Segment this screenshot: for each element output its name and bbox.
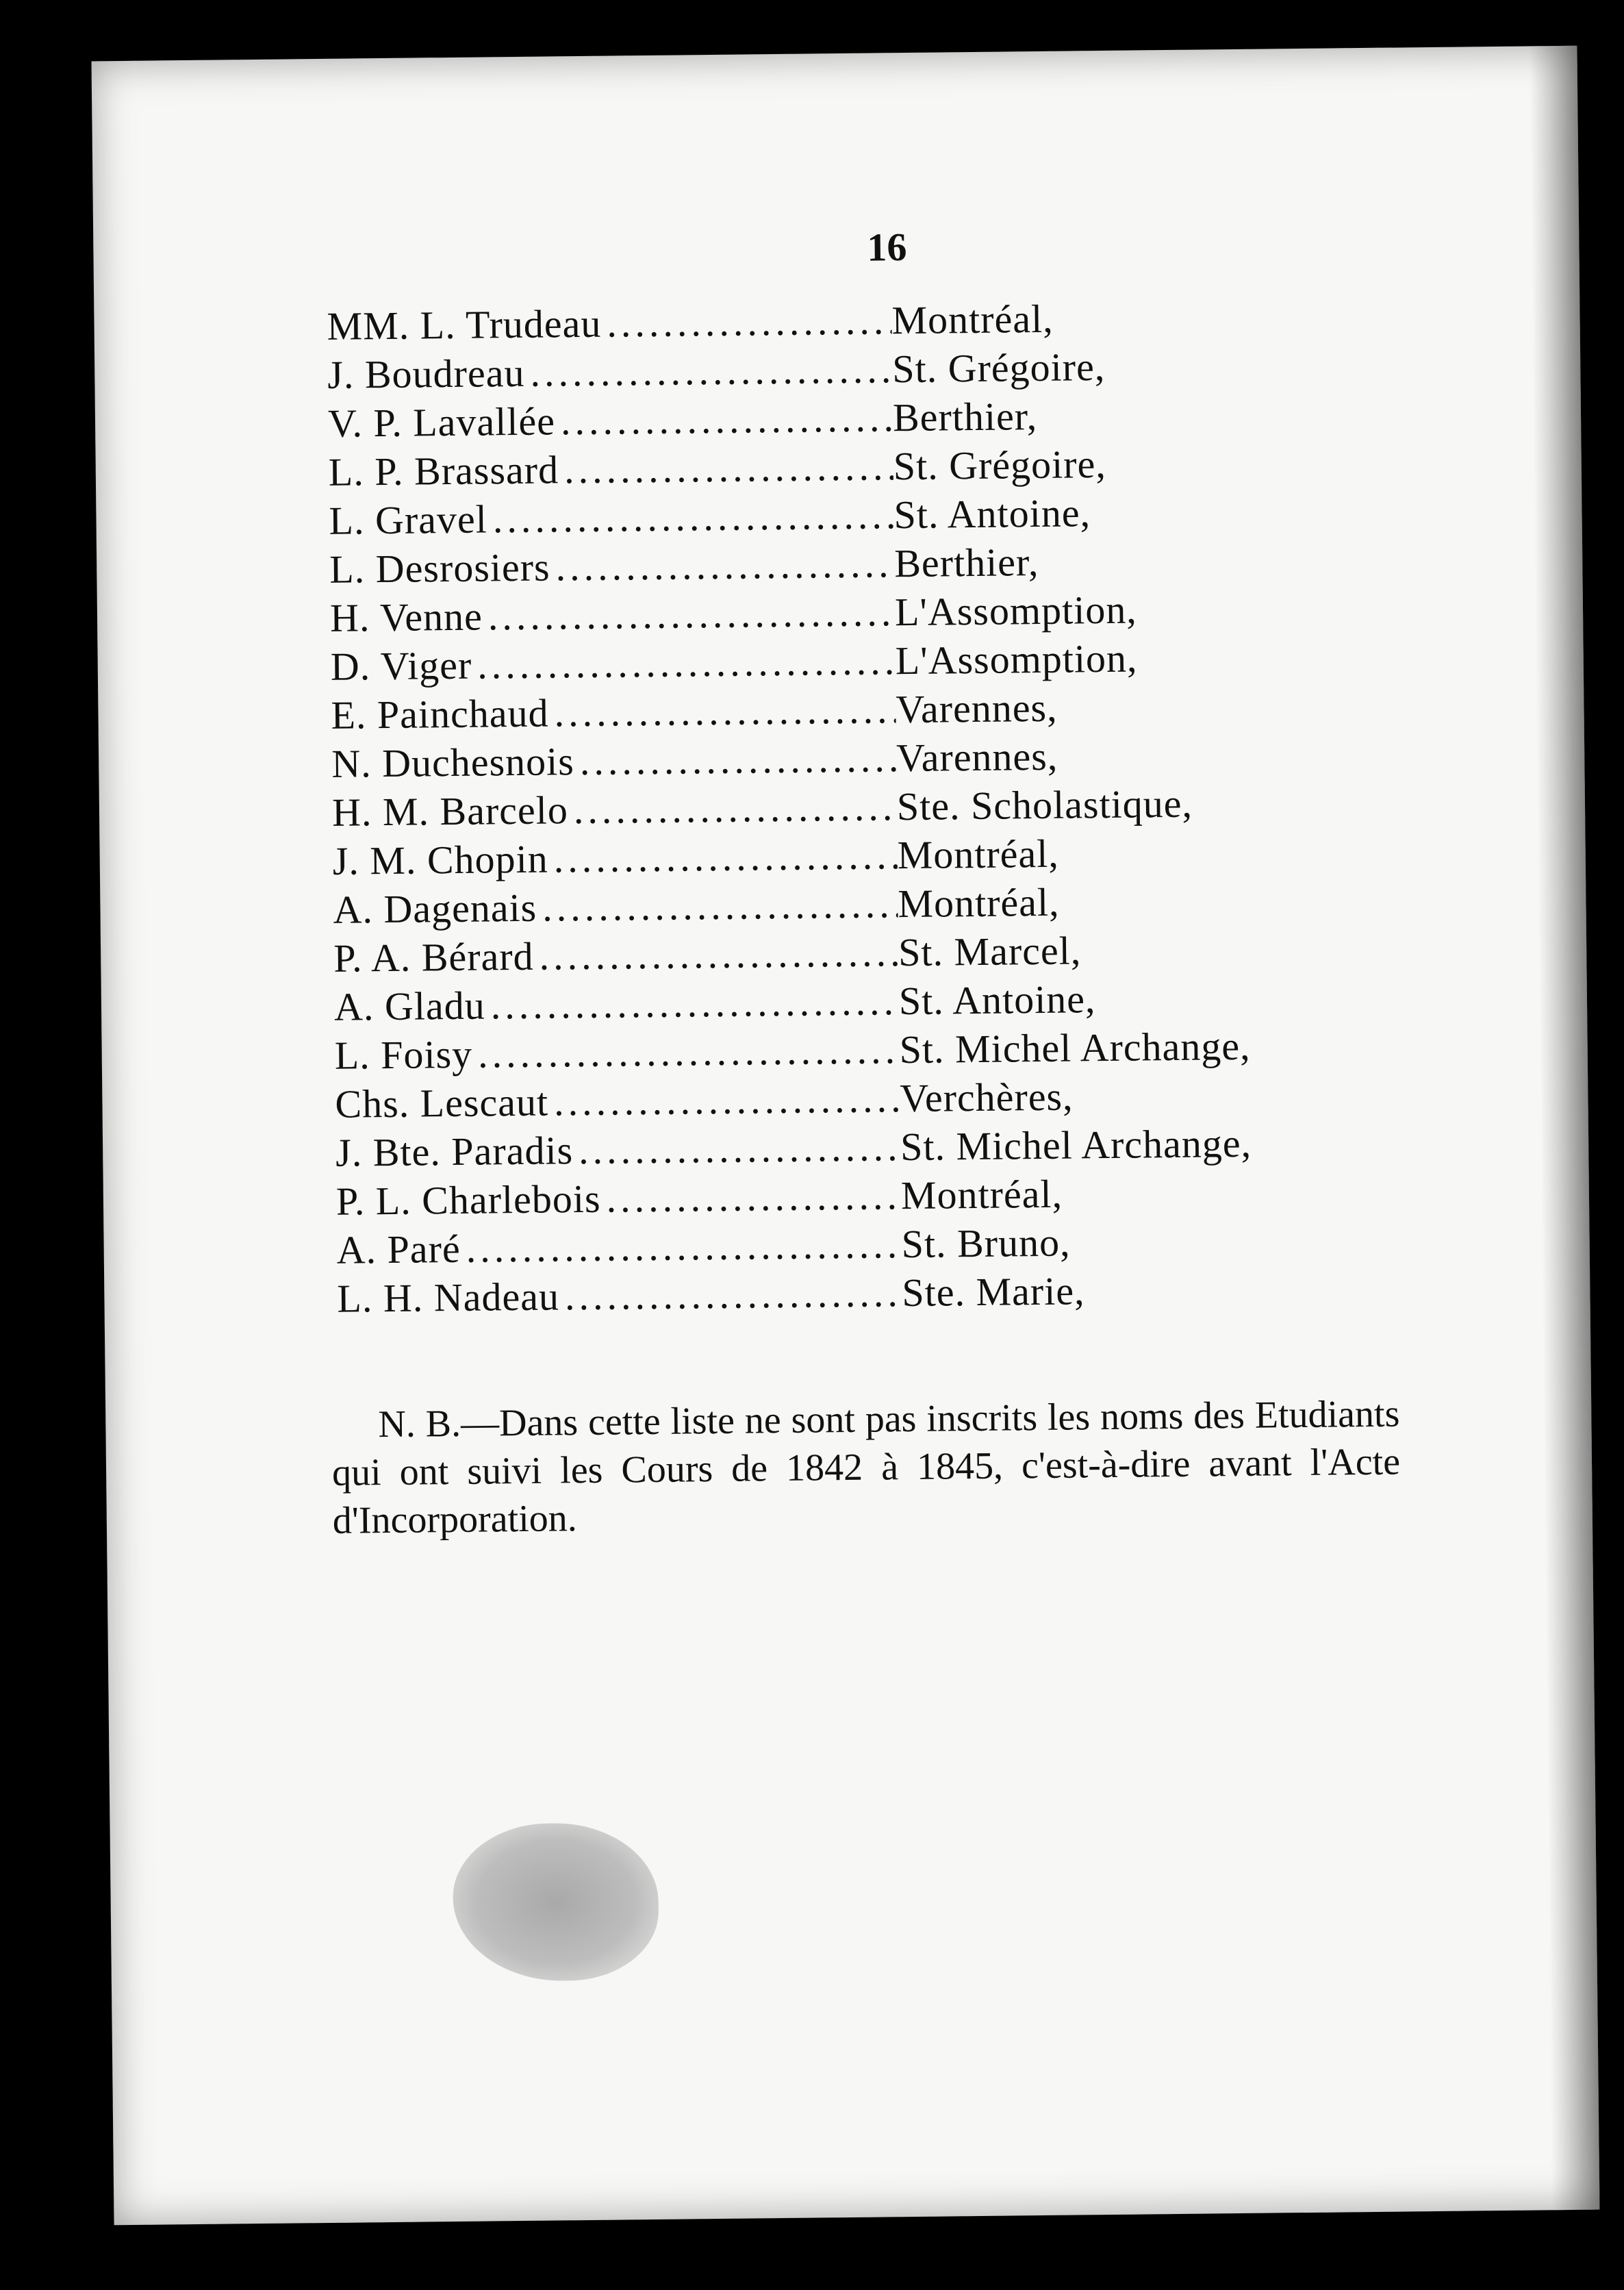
dot-leader <box>606 1171 901 1223</box>
student-name: H. M. Barcelo <box>331 788 569 835</box>
dot-leader <box>530 344 893 397</box>
student-name: P. L. Charlebois <box>335 1176 601 1224</box>
footnote-prefix: N. B.— <box>378 1402 500 1446</box>
dot-leader <box>607 296 892 347</box>
student-roster <box>327 292 1296 1323</box>
student-name: P. A. Bérard <box>333 933 534 981</box>
footnote-text: Dans cette liste ne sont pas inscrits les noms des Etudiants qui ont suivi les Cours de 1842 à 1845, c'est-à-dire avant l'Acte d'Incorporation. <box>331 1392 1401 1542</box>
student-name: L. P. Brassard <box>328 447 559 494</box>
student-name-cell <box>330 588 896 642</box>
student-place: Varennes, <box>896 685 1058 732</box>
student-name: L. H. Nadeau <box>337 1274 560 1321</box>
dot-leader <box>487 588 895 640</box>
student-name-cell <box>334 1025 900 1080</box>
student-name-cell <box>332 831 898 885</box>
student-place: Montréal, <box>897 831 1060 878</box>
student-name-cell <box>331 733 897 788</box>
student-name-cell <box>337 1268 902 1323</box>
page-edge-shadow <box>1529 46 1599 2211</box>
roster-row <box>337 1264 1296 1323</box>
student-name: L. Desrosiers <box>329 544 550 592</box>
student-name-cell <box>327 344 893 399</box>
roster-row <box>335 1118 1295 1177</box>
student-place: Ste. Marie, <box>902 1268 1085 1316</box>
student-name: L. Gravel <box>329 496 488 543</box>
student-name-cell <box>329 490 894 545</box>
student-name: N. Duchesnois <box>331 739 575 786</box>
student-place: Berthier, <box>892 394 1038 440</box>
dot-leader <box>565 1268 902 1320</box>
student-place: Montréal, <box>900 1171 1063 1218</box>
student-name-cell <box>330 636 896 691</box>
student-name-cell <box>335 1122 901 1177</box>
student-name: A. Gladu <box>333 983 485 1029</box>
student-name: J. Bte. Paradis <box>335 1128 574 1175</box>
student-place: Berthier, <box>893 539 1039 586</box>
student-name-cell <box>336 1171 902 1226</box>
page-number: 16 <box>867 224 907 270</box>
dot-leader <box>542 879 898 931</box>
dot-leader <box>579 733 896 785</box>
roster-row <box>334 1021 1293 1080</box>
student-name: D. Viger <box>330 642 472 689</box>
student-place: St. Michel Archange, <box>899 1023 1251 1072</box>
student-name-cell <box>328 393 893 448</box>
dot-leader <box>579 1122 901 1174</box>
dot-leader <box>490 977 899 1029</box>
scanned-page <box>92 46 1600 2226</box>
ink-stain <box>453 1822 659 1982</box>
student-place: St. Grégoire, <box>891 344 1106 392</box>
student-name-cell <box>335 1074 900 1129</box>
dot-leader <box>539 928 898 980</box>
student-name: A. Paré <box>336 1226 461 1272</box>
dot-leader <box>555 539 894 591</box>
student-place: L'Assomption, <box>894 587 1138 635</box>
dot-leader <box>561 393 893 445</box>
student-place: St. Grégoire, <box>893 441 1107 489</box>
student-name: Chs. Lescaut <box>335 1079 549 1127</box>
student-place: Varennes, <box>896 733 1058 781</box>
dot-leader <box>478 1025 900 1078</box>
footnote <box>331 1390 1401 1545</box>
student-place: St. Antoine, <box>898 977 1096 1024</box>
student-name: J. Boudreau <box>327 350 525 397</box>
student-name: J. M. Chopin <box>332 836 549 883</box>
student-name: E. Painchaud <box>331 690 549 738</box>
student-place: St. Michel Archange, <box>900 1120 1252 1170</box>
student-name-cell <box>333 928 899 983</box>
dot-leader <box>554 685 896 737</box>
student-name-cell <box>329 539 895 594</box>
dot-leader <box>492 490 893 543</box>
student-name: A. Dagenais <box>333 885 537 932</box>
student-place: St. Antoine, <box>893 490 1091 538</box>
student-name-cell <box>336 1220 902 1274</box>
student-place: St. Marcel, <box>898 928 1082 975</box>
student-name: MM. L. Trudeau <box>327 301 602 349</box>
student-place: St. Bruno, <box>901 1220 1071 1267</box>
student-place: Ste. Scholastique, <box>896 781 1193 829</box>
dot-leader <box>564 442 894 494</box>
student-place: L'Assomption, <box>895 636 1138 683</box>
student-name: H. Venne <box>329 594 483 640</box>
student-name-cell <box>331 685 896 740</box>
student-place: Verchères, <box>900 1074 1074 1121</box>
student-name: V. P. Lavallée <box>327 399 556 446</box>
dot-leader <box>554 1074 900 1126</box>
student-name-cell <box>333 879 898 934</box>
dot-leader <box>553 831 898 883</box>
student-name-cell <box>334 977 900 1031</box>
student-name: L. Foisy <box>334 1031 473 1078</box>
dot-leader <box>477 636 896 689</box>
student-name-cell <box>328 442 893 496</box>
roster-row <box>332 778 1291 837</box>
student-place: Montréal, <box>891 296 1054 343</box>
dot-leader <box>573 782 897 834</box>
dot-leader <box>466 1220 902 1273</box>
student-name-cell <box>332 782 898 837</box>
student-name-cell <box>327 296 892 351</box>
student-place: Montréal, <box>898 879 1060 927</box>
